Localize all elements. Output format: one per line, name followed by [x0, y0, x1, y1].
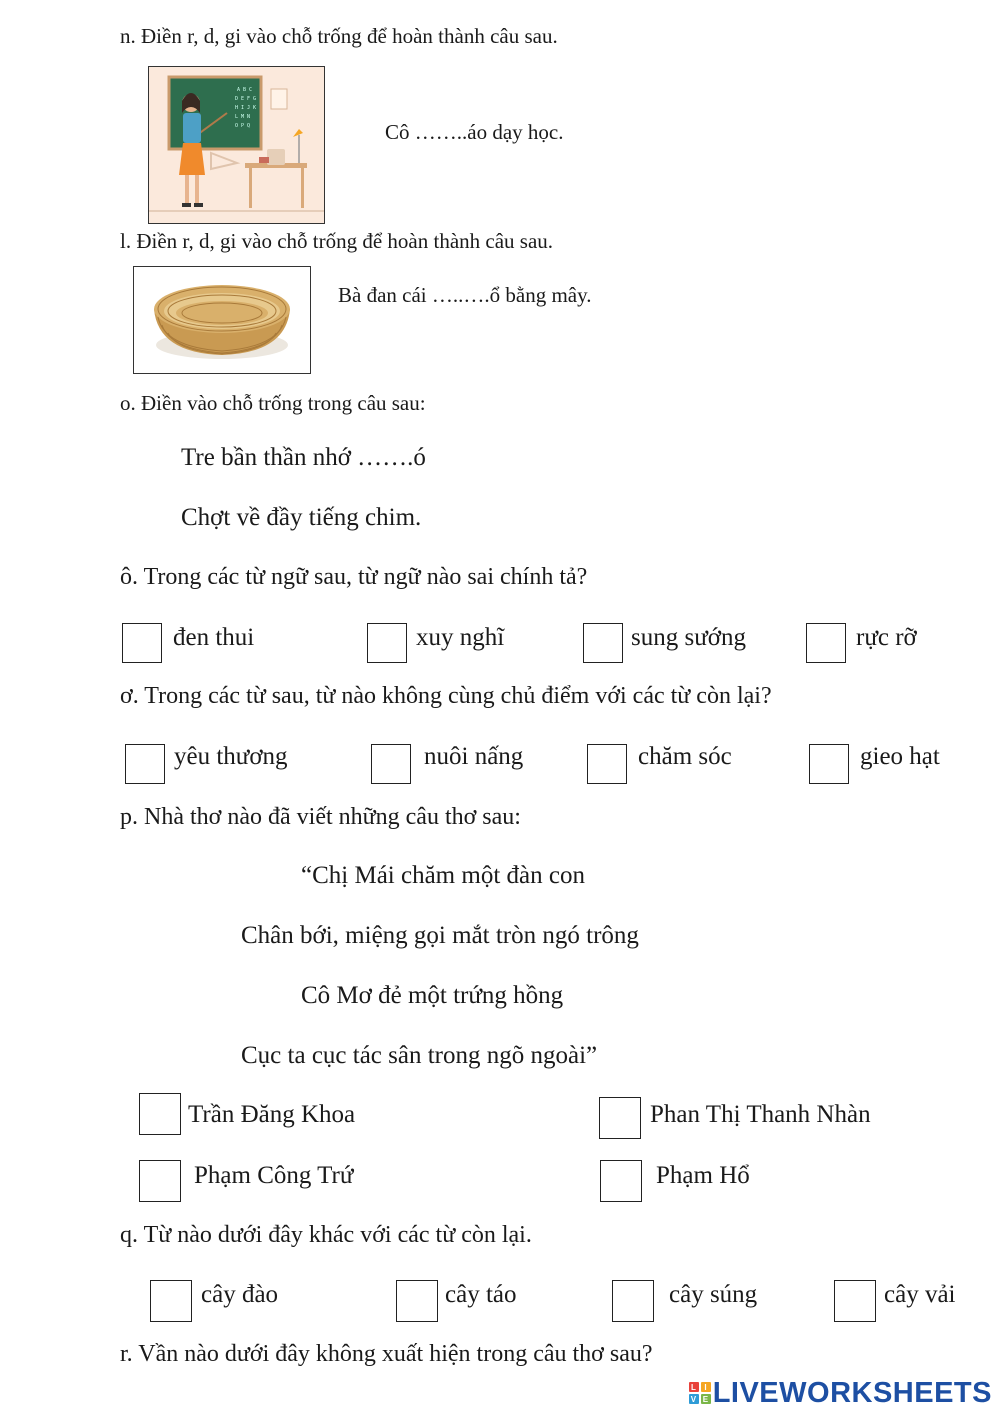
- option-label: Trần Đăng Khoa: [188, 1101, 356, 1128]
- logo-grid-cell: I: [701, 1382, 711, 1392]
- checkbox-p-3[interactable]: [139, 1160, 181, 1202]
- option-label: cây súng: [669, 1281, 758, 1308]
- checkbox-o-hat-4[interactable]: [806, 623, 846, 663]
- option-label: Phạm Hổ: [656, 1162, 750, 1189]
- logo-grid-cell: V: [689, 1394, 699, 1404]
- option-label: rực rỡ: [856, 624, 917, 651]
- option-label: cây vải: [884, 1281, 956, 1308]
- option-label: cây đào: [201, 1281, 279, 1308]
- question-n-title: n. Điền r, d, gi vào chỗ trống để hoàn thành câu sau.: [120, 24, 558, 48]
- checkbox-q-3[interactable]: [612, 1280, 654, 1322]
- option-label: sung sướng: [631, 624, 746, 651]
- option-label: xuy nghĩ: [416, 624, 505, 651]
- checkbox-p-4[interactable]: [600, 1160, 642, 1202]
- question-q-title: q. Từ nào dưới đây khác với các từ còn lại.: [120, 1222, 532, 1248]
- svg-text:H I J K: H I J K: [235, 105, 257, 111]
- question-o-hat-title: ô. Trong các từ ngữ sau, từ ngữ nào sai chính tả?: [120, 564, 588, 590]
- question-o-line-1: Tre bần thần nhớ …….ó: [181, 444, 426, 471]
- liveworksheets-logo: [689, 1376, 992, 1410]
- option-label: nuôi nấng: [424, 743, 524, 770]
- poem-line-2: Chân bới, miệng gọi mắt tròn ngó trông: [241, 922, 639, 949]
- question-l-sentence: Bà đan cái …..….ổ bằng mây.: [338, 283, 592, 307]
- checkbox-q-4[interactable]: [834, 1280, 876, 1322]
- checkbox-o-horn-2[interactable]: [371, 744, 411, 784]
- checkbox-o-hat-2[interactable]: [367, 623, 407, 663]
- option-label: Phan Thị Thanh Nhàn: [650, 1101, 871, 1128]
- checkbox-o-hat-3[interactable]: [583, 623, 623, 663]
- question-r-title: r. Vần nào dưới đây không xuất hiện trong câu thơ sau?: [120, 1341, 653, 1367]
- option-label: chăm sóc: [638, 743, 732, 770]
- checkbox-o-horn-4[interactable]: [809, 744, 849, 784]
- basket-image: [133, 266, 311, 374]
- svg-text:D E F G: D E F G: [235, 96, 257, 102]
- option-label: Phạm Công Trứ: [194, 1162, 354, 1189]
- teacher-image: [148, 66, 325, 224]
- checkbox-q-1[interactable]: [150, 1280, 192, 1322]
- logo-text: LIVEWORKSHEETS: [712, 1376, 992, 1409]
- question-o-horn-title: ơ. Trong các từ sau, từ nào không cùng chủ điểm với các từ còn lại?: [120, 683, 772, 709]
- option-label: yêu thương: [174, 743, 288, 770]
- checkbox-q-2[interactable]: [396, 1280, 438, 1322]
- question-o-line-2: Chợt về đầy tiếng chim.: [181, 504, 422, 531]
- logo-grid-cell: E: [701, 1394, 711, 1404]
- question-l-title: l. Điền r, d, gi vào chỗ trống để hoàn thành câu sau.: [120, 229, 554, 253]
- poem-line-4: Cục ta cục tác sân trong ngõ ngoài”: [241, 1042, 598, 1069]
- svg-text:O P Q: O P Q: [235, 123, 251, 129]
- svg-text:A B C: A B C: [237, 87, 253, 93]
- checkbox-o-horn-3[interactable]: [587, 744, 627, 784]
- option-label: đen thui: [173, 624, 255, 651]
- option-label: cây táo: [445, 1281, 517, 1308]
- option-label: gieo hạt: [860, 743, 940, 770]
- checkbox-o-hat-1[interactable]: [122, 623, 162, 663]
- checkbox-o-horn-1[interactable]: [125, 744, 165, 784]
- checkbox-p-1[interactable]: [139, 1093, 181, 1135]
- logo-grid-cell: L: [689, 1382, 699, 1392]
- poem-line-1: “Chị Mái chăm một đàn con: [301, 862, 585, 889]
- logo-grid-icon: [689, 1382, 711, 1404]
- question-o-title: o. Điền vào chỗ trống trong câu sau:: [120, 391, 426, 415]
- question-n-sentence: Cô ……..áo dạy học.: [385, 120, 564, 144]
- checkbox-p-2[interactable]: [599, 1097, 641, 1139]
- poem-line-3: Cô Mơ đẻ một trứng hồng: [301, 982, 564, 1009]
- question-p-title: p. Nhà thơ nào đã viết những câu thơ sau:: [120, 804, 521, 830]
- svg-text:L M N: L M N: [235, 114, 251, 120]
